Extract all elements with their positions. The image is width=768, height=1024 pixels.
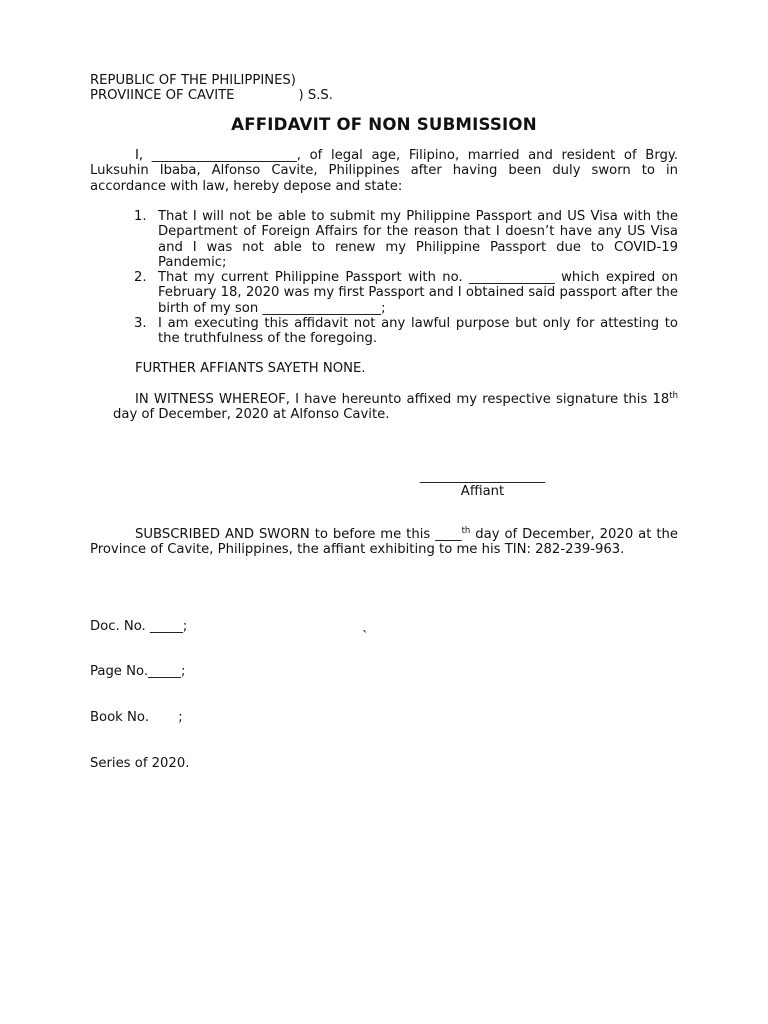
list-item-text: I am executing this affidavit not any lawful purpose but only for attesting to the truthfulness of the foregoing. xyxy=(158,316,678,347)
venue-province-label: PROVIINCE OF CAVITE xyxy=(90,88,235,104)
list-item-text: That I will not be able to submit my Philippine Passport and US Visa with the Department of Foreign Affairs for the reason that I doesn’t have any US Visa and I was not able to renew my Philippine Passport due to COVID-19 Pandemic; xyxy=(158,209,678,270)
list-item xyxy=(90,316,678,347)
affiant-name-blank: ______________________ xyxy=(151,148,297,163)
book-number: Book No. ; xyxy=(90,710,183,726)
venue-line-province xyxy=(90,88,333,103)
intro-paragraph xyxy=(90,148,678,194)
list-item xyxy=(90,209,678,270)
further-statement: FURTHER AFFIANTS SAYETH NONE. xyxy=(135,361,366,376)
series-year: Series of 2020. xyxy=(90,756,190,772)
list-item-number: 2. xyxy=(134,270,147,286)
signature-line: ___________________ xyxy=(419,469,546,484)
venue-line-republic: REPUBLIC OF THE PHILIPPINES) xyxy=(90,73,296,88)
jurat-paragraph xyxy=(90,527,678,558)
witness-text-end: day of December, 2020 at Alfonso Cavite. xyxy=(113,407,390,423)
list-item-punct: ; xyxy=(381,300,386,316)
list-item-text: which expired on February 18, 2020 was my first Passport and I obtained said passport after the birth of my son xyxy=(158,270,678,316)
page-number: Page No._____; xyxy=(90,664,186,680)
doc-number: Doc. No. _____; xyxy=(90,618,188,634)
stray-mark: ` xyxy=(362,630,369,645)
jurat-text: SUBSCRIBED AND SWORN to before me this ____ xyxy=(135,527,462,542)
notarial-register xyxy=(90,588,189,802)
list-item-number: 3. xyxy=(134,316,147,332)
list-item-text: That my current Philippine Passport with no. xyxy=(158,270,463,286)
statement-list xyxy=(90,209,678,347)
affiant-label: Affiant xyxy=(460,484,505,500)
son-name-blank: __________________ xyxy=(262,300,382,316)
witness-ordinal-suffix: th xyxy=(669,391,678,401)
intro-lead: I, xyxy=(135,148,144,163)
list-item-number: 1. xyxy=(134,209,147,224)
venue-header xyxy=(90,73,333,104)
intro-text: , of legal age, Filipino, married and resident of Brgy. Luksuhin Ibaba, Alfonso Cavite, Philippines after having been duly sworn to in accordance with law, hereby depose and state: xyxy=(90,148,678,194)
jurat-ordinal-suffix: th xyxy=(461,526,471,536)
document-title: AFFIDAVIT OF NON SUBMISSION xyxy=(231,115,537,134)
affiant-signature-block xyxy=(405,469,560,500)
witness-text: IN WITNESS WHEREOF, I have hereunto affixed my respective signature this 18 xyxy=(135,392,670,407)
witness-paragraph xyxy=(113,392,678,423)
list-item xyxy=(90,270,678,316)
jurat-text-end: day of December, 2020 at the Province of Cavite, Philippines, the affiant exhibiting to me his TIN: 282-239-963. xyxy=(90,527,678,558)
venue-ss-label: ) S.S. xyxy=(298,88,333,104)
passport-number-blank: _____________ xyxy=(469,270,555,286)
